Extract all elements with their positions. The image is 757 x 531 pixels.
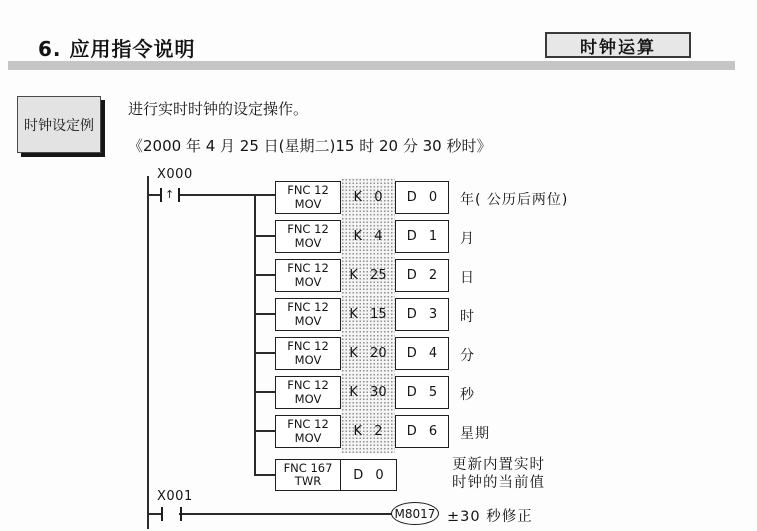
coil-m8017-label: M8017 (394, 506, 436, 521)
fnc-number: FNC 12 (287, 183, 329, 197)
contact-x000-bar-right (178, 188, 180, 202)
source-operand-cell (340, 182, 395, 213)
instruction-box-mov-hour (275, 298, 449, 331)
source-operand-cell (340, 221, 395, 252)
coil-comment: ±30 秒修正 (447, 509, 533, 525)
fnc-cell (276, 260, 340, 291)
mnemonic: MOV (294, 274, 322, 289)
dest-operand: D 3 (395, 299, 448, 330)
branch-stub (254, 274, 275, 276)
mnemonic: MOV (294, 430, 322, 445)
instruction-box-mov-weekday (275, 415, 449, 448)
source-operand: K 2 (353, 424, 383, 439)
left-power-rail (147, 176, 149, 529)
contact-x001-bar-right (180, 507, 182, 521)
mnemonic: MOV (294, 235, 322, 250)
mnemonic: MOV (294, 196, 322, 211)
source-operand-cell (340, 299, 395, 330)
fnc-number: FNC 12 (287, 378, 329, 392)
fnc-cell (276, 299, 340, 330)
fnc-cell (276, 460, 340, 490)
dest-operand: D 1 (395, 221, 448, 252)
fnc-number: FNC 12 (287, 300, 329, 314)
source-operand-cell (340, 416, 395, 447)
fnc-number: FNC 12 (287, 261, 329, 275)
contact-x001-label: X001 (157, 489, 193, 504)
mnemonic: TWR (294, 474, 322, 488)
clock-operation-tag (545, 32, 691, 58)
dest-operand: D 5 (395, 377, 448, 408)
instruction-box-mov-year (275, 181, 449, 214)
branch-stub (254, 430, 275, 432)
twr-operand: D 0 (340, 460, 396, 490)
coil-m8017 (391, 502, 439, 525)
dest-operand: D 2 (395, 260, 448, 291)
source-operand: K 4 (353, 229, 383, 244)
fnc-number: FNC 12 (287, 417, 329, 431)
branch-stub (254, 352, 275, 354)
branch-stub (254, 313, 275, 315)
rung-comment-hour: 时 (460, 309, 475, 325)
dest-operand: D 6 (395, 416, 448, 447)
dest-operand: D 0 (395, 182, 448, 213)
contact-x001-bar-left (161, 507, 163, 521)
rung-comment-year: 年( 公历后两位) (460, 192, 569, 208)
rung-comment-weekday: 星期 (460, 426, 490, 442)
rung-comment-twr (452, 457, 545, 492)
source-operand-cell (340, 377, 395, 408)
description-text: 进行实时时钟的设定操作。 (128, 100, 309, 118)
clock-operation-tag-label: 时钟运算 (580, 37, 656, 58)
instruction-box-twr (275, 459, 397, 491)
rung-comment-month: 月 (460, 231, 475, 247)
instruction-box-mov-day (275, 259, 449, 292)
contact-x000-bar-left (160, 188, 162, 202)
mnemonic: MOV (294, 352, 322, 367)
header-divider-bar (8, 61, 735, 70)
rung-comment-minute: 分 (460, 348, 475, 364)
fnc-number: FNC 12 (287, 222, 329, 236)
dest-operand: D 4 (395, 338, 448, 369)
example-time-text: 《2000 年 4 月 25 日(星期二)15 时 20 分 30 秒时》 (128, 137, 492, 155)
source-operand: K 0 (353, 190, 383, 205)
branch-stub (254, 235, 275, 237)
source-operand-cell (340, 338, 395, 369)
source-operand: K 25 (349, 268, 387, 283)
source-operand: K 20 (349, 346, 387, 361)
fnc-cell (276, 416, 340, 447)
fnc-cell (276, 338, 340, 369)
fnc-number: FNC 12 (287, 339, 329, 353)
rising-edge-icon: ↑ (165, 188, 175, 201)
branch-stub (254, 474, 275, 476)
branch-stub (254, 391, 275, 393)
instruction-box-mov-second (275, 376, 449, 409)
source-operand: K 30 (349, 385, 387, 400)
contact-x000-label: X000 (157, 167, 193, 182)
page-title: 6. 应用指令说明 (38, 37, 196, 61)
contact-x001-gap (163, 510, 179, 518)
rung-comment-second: 秒 (460, 387, 475, 403)
twr-comment-line2: 时钟的当前值 (452, 474, 545, 491)
fnc-cell (276, 377, 340, 408)
fnc-cell (276, 182, 340, 213)
fnc-number: FNC 167 (283, 460, 333, 475)
instruction-box-mov-minute (275, 337, 449, 370)
twr-comment-line1: 更新内置实时 (452, 457, 545, 473)
fnc-cell (276, 221, 340, 252)
rung-comment-day: 日 (460, 270, 475, 286)
clock-setting-example-label: 时钟设定例 (24, 117, 94, 134)
mnemonic: MOV (294, 313, 322, 328)
source-operand: K 15 (349, 307, 387, 322)
clock-setting-example-label-box (17, 96, 101, 153)
source-operand-cell (340, 260, 395, 291)
instruction-box-mov-month (275, 220, 449, 253)
rung-wire-x001 (148, 513, 393, 515)
mnemonic: MOV (294, 391, 322, 406)
